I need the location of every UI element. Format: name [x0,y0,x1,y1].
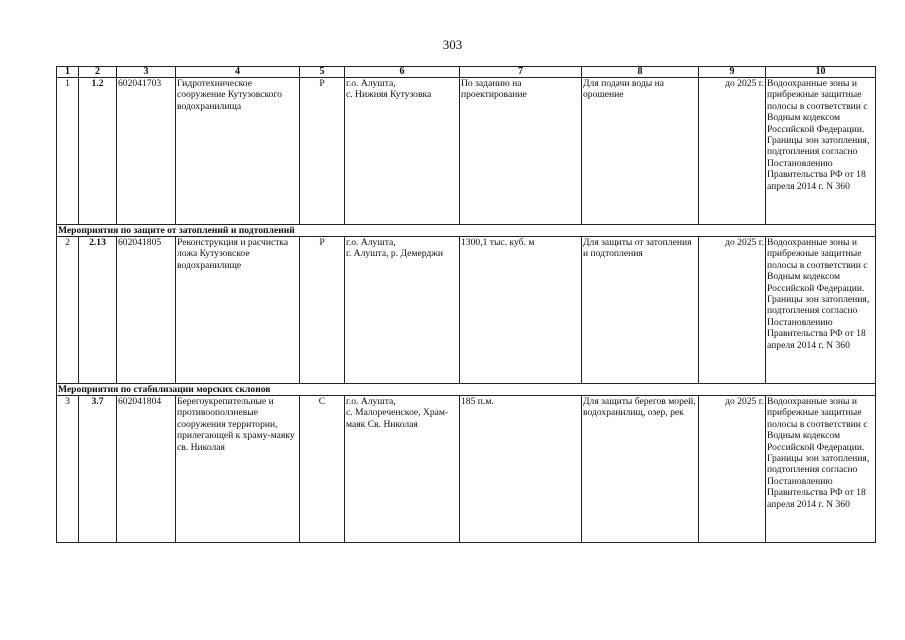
object-purpose: Для защиты от затопления и подтопления [582,237,699,384]
table-row [57,78,876,225]
column-header: 8 [582,67,699,78]
location-settlement: с. Нижняя Кутузовка [346,89,432,101]
object-purpose: Для защиты берегов морей, водохранилищ, озер, рек [582,396,699,543]
column-header: 10 [766,67,876,78]
location-settlement: с. Малореченское, Храм-маяк Св. Николая [346,407,449,430]
implementation-term: до 2025 г. [699,78,766,225]
restriction-zones: Водоохранные зоны и прибрежные защитные полосы в соответствии с Водным кодексом Российской Федерации. Границы зон затопления, подтопления согласно Постановлению Правительства РФ от 18 апреля 2014 г. N 360 [766,237,876,384]
location-district: г.о. Алушта, [346,237,396,248]
object-name: Берегоукрепительные и противооползневые сооружения территории, прилегающей к храму-маяку св. Николая [176,396,300,543]
section-row [57,225,876,237]
object-id: 602041805 [117,237,176,384]
object-location [345,237,460,384]
implementation-term: до 2025 г. [699,237,766,384]
location-district: г.о. Алушта, [346,78,396,89]
registry-table [56,66,876,543]
column-header-row [57,67,876,78]
measure-code: 2.13 [79,237,117,384]
object-name: Реконструкция и расчистка ложа Кутузовское водохранилище [176,237,300,384]
column-header: 2 [79,67,117,78]
section-row [57,384,876,396]
table-row [57,237,876,384]
object-category: С [300,396,345,543]
column-header: 9 [699,67,766,78]
measure-code: 3.7 [79,396,117,543]
column-header: 3 [117,67,176,78]
measure-code: 1.2 [79,78,117,225]
column-header: 7 [460,67,582,78]
object-purpose: Для подачи воды на орошение [582,78,699,225]
object-location [345,78,460,225]
object-name: Гидротехническое сооружение Кутузовского водохранилища [176,78,300,225]
object-location [345,396,460,543]
section-title: Мероприятия по защите от затоплений и подтоплений [57,225,876,237]
implementation-term: до 2025 г. [699,396,766,543]
object-category: Р [300,237,345,384]
column-header: 6 [345,67,460,78]
object-capacity: 1300,1 тыс. куб. м [460,237,582,384]
location-settlement: г. Алушта, р. Демерджи [346,248,444,260]
object-category: Р [300,78,345,225]
section-title: Мероприятия по стабилизации морских склонов [57,384,876,396]
page-number: 303 [442,37,463,52]
column-header: 5 [300,67,345,78]
object-id: 602041804 [117,396,176,543]
location-district: г.о. Алушта, [346,396,396,407]
row-number: 3 [57,396,79,543]
column-header: 1 [57,67,79,78]
table-row [57,396,876,543]
row-number: 1 [57,78,79,225]
object-capacity: 185 п.м. [460,396,582,543]
row-number: 2 [57,237,79,384]
column-header: 4 [176,67,300,78]
restriction-zones: Водоохранные зоны и прибрежные защитные полосы в соответствии с Водным кодексом Российской Федерации. Границы зон затопления, подтопления согласно Постановлению Правительства РФ от 18 апреля 2014 г. N 360 [766,396,876,543]
restriction-zones: Водоохранные зоны и прибрежные защитные полосы в соответствии с Водным кодексом Российской Федерации. Границы зон затопления, подтопления согласно Постановлению Правительства РФ от 18 апреля 2014 г. N 360 [766,78,876,225]
object-id: 602041703 [117,78,176,225]
object-capacity: По заданию на проектирование [460,78,582,225]
